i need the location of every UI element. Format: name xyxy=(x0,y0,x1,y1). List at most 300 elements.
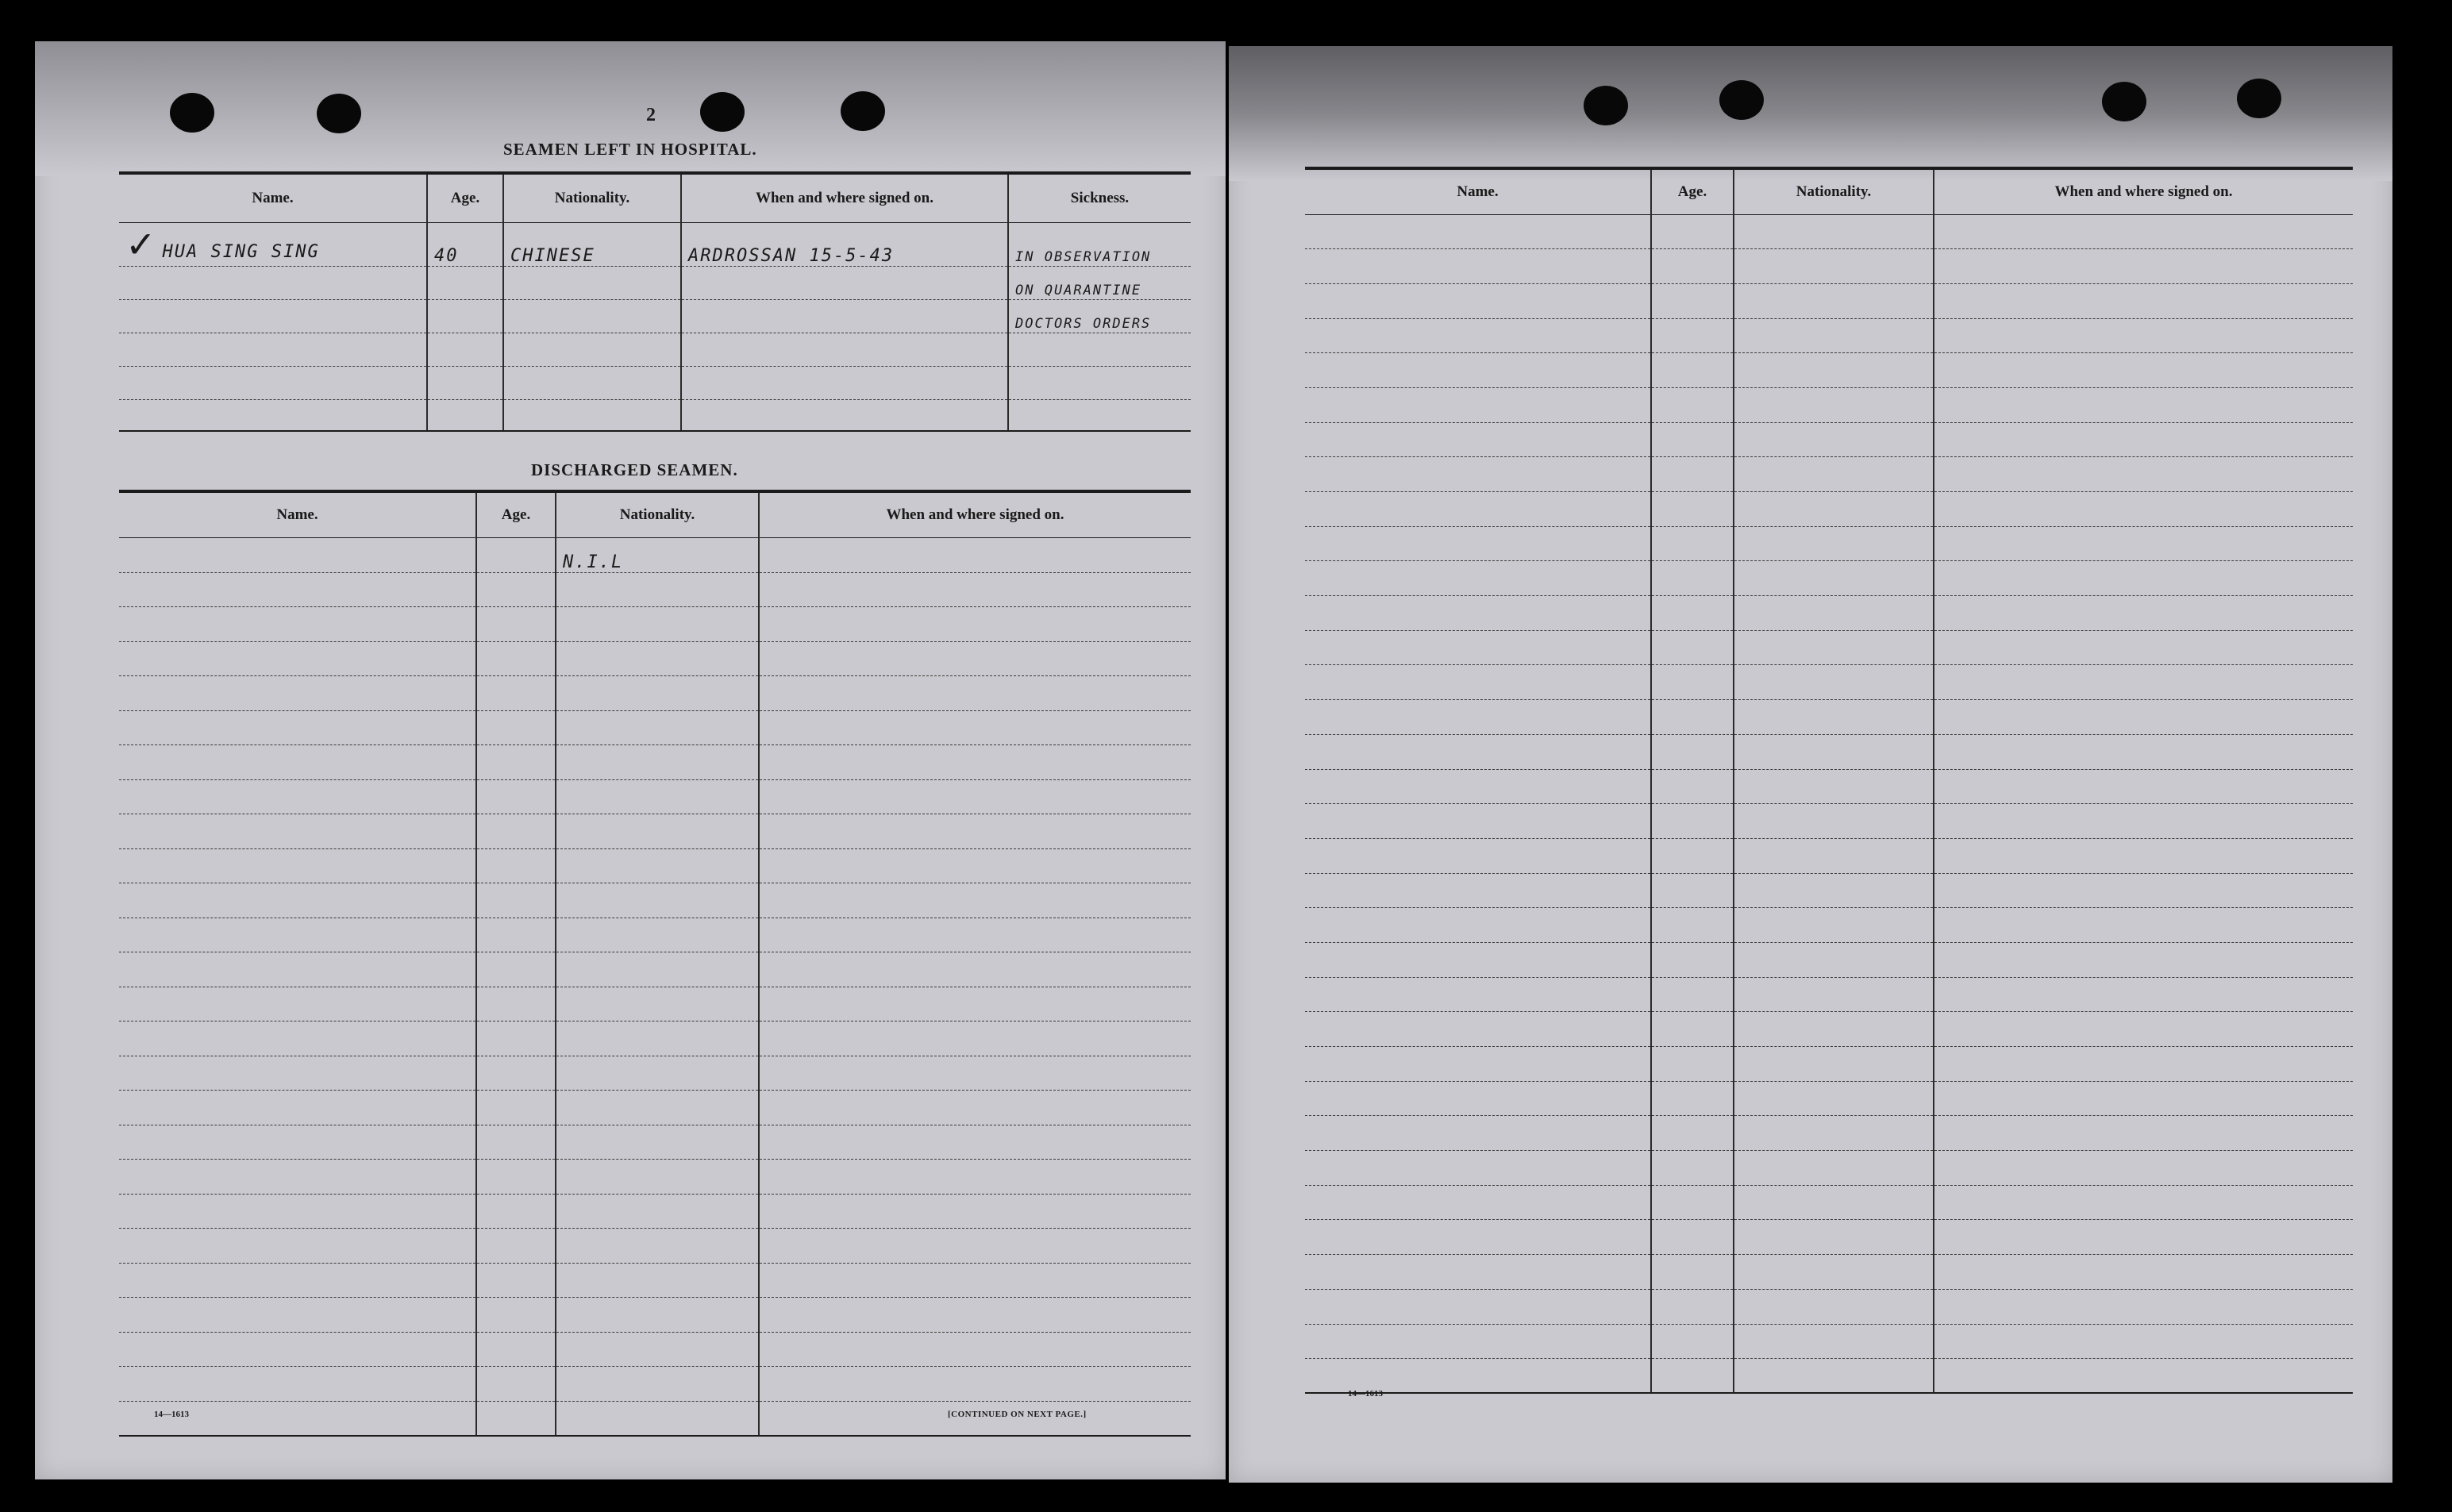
empty-cell xyxy=(1734,526,1934,561)
empty-cell xyxy=(119,1021,476,1056)
empty-cell xyxy=(556,676,759,711)
empty-cell xyxy=(476,1091,556,1125)
empty-cell xyxy=(1734,1116,1934,1151)
empty-cell xyxy=(119,987,476,1021)
empty-cell xyxy=(1305,526,1651,561)
empty-cell xyxy=(556,1021,759,1056)
empty-cell xyxy=(1651,387,1734,422)
empty-cell xyxy=(759,883,1191,918)
empty-cell xyxy=(1934,1116,2353,1151)
empty-cell xyxy=(1651,1151,1734,1186)
empty-cell xyxy=(1934,665,2353,700)
empty-cell xyxy=(1651,1324,1734,1359)
empty-cell xyxy=(759,641,1191,676)
empty-cell xyxy=(1651,318,1734,353)
empty-cell xyxy=(1305,942,1651,977)
punch-hole xyxy=(1584,86,1628,125)
top-smudge xyxy=(1229,46,2392,181)
empty-cell xyxy=(1934,1081,2353,1116)
discharged-table xyxy=(119,490,1191,1437)
table-row xyxy=(119,1332,1191,1367)
table-row xyxy=(1305,457,2353,492)
empty-cell xyxy=(556,572,759,607)
form-code: 14—1613 xyxy=(1348,1389,1383,1399)
empty-cell xyxy=(1734,561,1934,596)
empty-cell xyxy=(1734,1359,1934,1394)
table-row xyxy=(119,572,1191,607)
empty-cell xyxy=(1305,283,1651,318)
signed-on-cell: ARDROSSAN 15-5-43 xyxy=(681,222,1008,266)
seaman-name: HUA SING SING xyxy=(162,241,320,262)
table-row xyxy=(119,1125,1191,1160)
empty-cell xyxy=(1934,1289,2353,1324)
empty-cell xyxy=(1734,596,1934,631)
empty-cell xyxy=(1651,700,1734,735)
punch-hole xyxy=(1719,80,1764,120)
empty-cell xyxy=(1934,1359,2353,1394)
table-row xyxy=(119,1021,1191,1056)
empty-cell xyxy=(1305,318,1651,353)
empty-cell xyxy=(1651,561,1734,596)
discharged-section-title: DISCHARGED SEAMEN. xyxy=(531,460,738,479)
empty-cell xyxy=(1734,1081,1934,1116)
empty-cell xyxy=(1651,1047,1734,1082)
empty-cell xyxy=(1651,804,1734,839)
empty-cell xyxy=(556,918,759,952)
empty-cell xyxy=(1305,353,1651,388)
empty-cell xyxy=(1934,596,2353,631)
empty-cell xyxy=(1734,1255,1934,1290)
column-header-sickness: Sickness. xyxy=(1008,173,1191,222)
empty-cell xyxy=(1305,1185,1651,1220)
empty-cell xyxy=(1651,457,1734,492)
column-header-age: Age. xyxy=(427,173,503,222)
empty-cell xyxy=(476,1332,556,1367)
empty-cell xyxy=(476,676,556,711)
empty-cell xyxy=(119,1125,476,1160)
sickness-cell xyxy=(1008,299,1191,333)
empty-cell xyxy=(476,1021,556,1056)
empty-cell xyxy=(476,745,556,780)
discharged-table-body xyxy=(119,537,1191,1436)
empty-cell xyxy=(1651,1116,1734,1151)
table-row xyxy=(119,1160,1191,1195)
empty-cell xyxy=(759,1125,1191,1160)
empty-cell xyxy=(759,918,1191,952)
age-cell: 40 xyxy=(427,222,503,266)
empty-cell xyxy=(1934,1220,2353,1255)
hospital-section-title: SEAMEN LEFT IN HOSPITAL. xyxy=(503,140,757,159)
table-row xyxy=(1305,908,2353,943)
empty-cell xyxy=(556,779,759,814)
right-ledger-table xyxy=(1305,167,2353,1394)
empty-cell xyxy=(1305,1324,1651,1359)
empty-cell xyxy=(1651,492,1734,527)
table-row xyxy=(119,745,1191,780)
table-row xyxy=(1305,526,2353,561)
table-row xyxy=(119,1298,1191,1333)
right-page xyxy=(1229,46,2392,1483)
empty-cell xyxy=(1934,457,2353,492)
empty-cell xyxy=(1651,630,1734,665)
table-row xyxy=(1305,249,2353,284)
empty-cell xyxy=(1305,596,1651,631)
empty-cell xyxy=(1651,665,1734,700)
empty-cell xyxy=(759,1021,1191,1056)
nil-entry: N.I.L xyxy=(556,537,759,572)
table-row xyxy=(119,883,1191,918)
empty-cell xyxy=(476,814,556,849)
empty-cell xyxy=(1934,1255,2353,1290)
empty-cell xyxy=(119,1332,476,1367)
empty-cell xyxy=(1305,1359,1651,1394)
table-row xyxy=(119,710,1191,745)
empty-cell xyxy=(476,883,556,918)
empty-cell xyxy=(1734,422,1934,457)
empty-cell xyxy=(476,641,556,676)
empty-cell xyxy=(1934,1012,2353,1047)
table-row xyxy=(119,1056,1191,1091)
column-header-nationality: Nationality. xyxy=(1734,168,1934,214)
empty-cell xyxy=(759,1229,1191,1264)
empty-cell xyxy=(1734,838,1934,873)
empty-cell xyxy=(1651,769,1734,804)
empty-cell xyxy=(1934,1185,2353,1220)
table-row xyxy=(1305,838,2353,873)
empty-cell xyxy=(556,1401,759,1436)
punch-hole xyxy=(2102,82,2146,121)
empty-cell xyxy=(119,745,476,780)
empty-cell xyxy=(1734,1047,1934,1082)
empty-cell xyxy=(1734,283,1934,318)
empty-cell xyxy=(759,1298,1191,1333)
empty-cell xyxy=(1934,422,2353,457)
table-row xyxy=(1305,977,2353,1012)
empty-cell xyxy=(1651,1081,1734,1116)
empty-cell xyxy=(759,676,1191,711)
empty-cell xyxy=(1734,769,1934,804)
left-page xyxy=(35,41,1226,1479)
empty-cell xyxy=(1651,908,1734,943)
empty-cell xyxy=(119,1194,476,1229)
empty-cell xyxy=(476,710,556,745)
empty-cell xyxy=(1934,804,2353,839)
empty-cell xyxy=(1651,283,1734,318)
empty-cell xyxy=(1934,769,2353,804)
table-row xyxy=(119,1263,1191,1298)
table-row xyxy=(1305,630,2353,665)
empty-cell xyxy=(119,883,476,918)
empty-cell xyxy=(759,710,1191,745)
empty-cell xyxy=(1305,214,1651,249)
empty-cell xyxy=(556,607,759,642)
empty-cell xyxy=(119,1229,476,1264)
table-row xyxy=(119,366,1191,399)
sickness-line: DOCTORS ORDERS xyxy=(1015,315,1152,332)
empty-cell xyxy=(119,1160,476,1195)
table-row xyxy=(119,952,1191,987)
empty-cell xyxy=(476,1298,556,1333)
empty-cell xyxy=(1305,561,1651,596)
table-row xyxy=(1305,1116,2353,1151)
table-row xyxy=(1305,283,2353,318)
table-row xyxy=(1305,665,2353,700)
empty-cell xyxy=(759,1332,1191,1367)
table-row xyxy=(1305,1151,2353,1186)
empty-cell xyxy=(1934,942,2353,977)
table-row xyxy=(1305,700,2353,735)
column-header-nationality: Nationality. xyxy=(503,173,681,222)
empty-cell xyxy=(1934,492,2353,527)
empty-cell xyxy=(476,779,556,814)
empty-cell xyxy=(759,1091,1191,1125)
empty-cell xyxy=(1734,700,1934,735)
empty-cell xyxy=(476,952,556,987)
table-row xyxy=(1305,422,2353,457)
table-row xyxy=(119,399,1191,431)
empty-cell xyxy=(556,814,759,849)
empty-cell xyxy=(759,607,1191,642)
empty-cell xyxy=(476,1263,556,1298)
nationality-cell: CHINESE xyxy=(503,222,681,266)
empty-cell xyxy=(476,607,556,642)
table-row xyxy=(1305,942,2353,977)
empty-cell xyxy=(1734,492,1934,527)
table-row xyxy=(1305,1220,2353,1255)
empty-cell xyxy=(1305,665,1651,700)
empty-cell xyxy=(759,1263,1191,1298)
table-row xyxy=(1305,1047,2353,1082)
right-table-body xyxy=(1305,214,2353,1393)
empty-cell xyxy=(1651,1289,1734,1324)
page-number: 2 xyxy=(646,105,656,125)
punch-hole xyxy=(2237,79,2281,118)
empty-cell xyxy=(556,1091,759,1125)
empty-cell xyxy=(1734,1185,1934,1220)
table-row xyxy=(1305,1255,2353,1290)
empty-cell xyxy=(1734,665,1934,700)
table-row xyxy=(1305,596,2353,631)
table-row xyxy=(119,918,1191,952)
empty-cell xyxy=(1934,873,2353,908)
table-row xyxy=(119,537,1191,572)
sickness-cell xyxy=(1008,266,1191,299)
column-header-name: Name. xyxy=(119,173,427,222)
empty-cell xyxy=(1305,1255,1651,1290)
empty-cell xyxy=(1651,596,1734,631)
empty-cell xyxy=(1305,908,1651,943)
empty-cell xyxy=(1734,1220,1934,1255)
table-row xyxy=(119,299,1191,333)
empty-cell xyxy=(759,1367,1191,1402)
empty-cell xyxy=(1934,249,2353,284)
empty-cell xyxy=(556,952,759,987)
empty-cell xyxy=(1734,457,1934,492)
punch-hole xyxy=(841,91,885,131)
empty-cell xyxy=(1934,318,2353,353)
empty-cell xyxy=(556,1194,759,1229)
empty-cell xyxy=(476,1160,556,1195)
table-row xyxy=(1305,734,2353,769)
empty-cell xyxy=(556,1056,759,1091)
empty-cell xyxy=(1734,1012,1934,1047)
empty-cell xyxy=(1934,387,2353,422)
table-row xyxy=(119,987,1191,1021)
empty-cell xyxy=(119,814,476,849)
table-row xyxy=(119,1091,1191,1125)
empty-cell xyxy=(556,1332,759,1367)
column-header-signed-on: When and where signed on. xyxy=(759,491,1191,537)
empty-cell xyxy=(556,1298,759,1333)
column-header-signed-on: When and where signed on. xyxy=(681,173,1008,222)
empty-cell xyxy=(759,572,1191,607)
empty-cell xyxy=(556,1160,759,1195)
empty-cell xyxy=(119,1056,476,1091)
empty-cell xyxy=(476,1401,556,1436)
table-row xyxy=(119,1229,1191,1264)
empty-cell xyxy=(1934,734,2353,769)
empty-cell xyxy=(1305,249,1651,284)
empty-cell xyxy=(476,1229,556,1264)
empty-cell xyxy=(1734,804,1934,839)
empty-cell xyxy=(476,987,556,1021)
table-row xyxy=(1305,1324,2353,1359)
table-row xyxy=(1305,353,2353,388)
empty-cell xyxy=(556,1229,759,1264)
punch-hole xyxy=(700,92,745,132)
empty-cell xyxy=(556,641,759,676)
empty-cell xyxy=(759,987,1191,1021)
empty-cell xyxy=(1651,1185,1734,1220)
empty-cell xyxy=(1651,942,1734,977)
empty-cell xyxy=(476,1367,556,1402)
empty-cell xyxy=(1305,1220,1651,1255)
empty-cell xyxy=(1934,838,2353,873)
empty-cell xyxy=(1934,630,2353,665)
empty-cell xyxy=(1305,769,1651,804)
empty-cell xyxy=(1305,492,1651,527)
empty-cell xyxy=(1734,908,1934,943)
empty-cell xyxy=(1934,1047,2353,1082)
empty-cell xyxy=(1305,1081,1651,1116)
empty-cell xyxy=(1305,630,1651,665)
empty-cell xyxy=(556,987,759,1021)
table-row xyxy=(1305,873,2353,908)
empty-cell xyxy=(1934,526,2353,561)
empty-cell xyxy=(1305,700,1651,735)
empty-cell xyxy=(1651,353,1734,388)
empty-cell xyxy=(556,1367,759,1402)
empty-cell xyxy=(556,883,759,918)
empty-cell xyxy=(476,918,556,952)
table-row xyxy=(1305,1289,2353,1324)
column-header-age: Age. xyxy=(1651,168,1734,214)
table-row xyxy=(1305,561,2353,596)
empty-cell xyxy=(556,1263,759,1298)
empty-cell xyxy=(1734,1151,1934,1186)
empty-cell xyxy=(119,779,476,814)
table-row xyxy=(1305,1012,2353,1047)
empty-cell xyxy=(759,952,1191,987)
empty-cell xyxy=(1305,838,1651,873)
empty-cell xyxy=(1305,1289,1651,1324)
empty-cell xyxy=(1305,1116,1651,1151)
empty-cell xyxy=(759,1160,1191,1195)
empty-cell xyxy=(1934,1151,2353,1186)
empty-cell xyxy=(1934,700,2353,735)
column-header-name: Name. xyxy=(119,491,476,537)
empty-cell xyxy=(476,572,556,607)
empty-cell xyxy=(1305,1012,1651,1047)
empty-cell xyxy=(1934,214,2353,249)
empty-cell xyxy=(119,607,476,642)
empty-cell xyxy=(119,1298,476,1333)
table-row xyxy=(119,779,1191,814)
empty-cell xyxy=(1734,353,1934,388)
column-header-age: Age. xyxy=(476,491,556,537)
empty-cell xyxy=(759,1056,1191,1091)
empty-cell xyxy=(1734,249,1934,284)
form-code: 14—1613 xyxy=(154,1410,189,1419)
empty-cell xyxy=(1651,1255,1734,1290)
empty-cell xyxy=(1305,1151,1651,1186)
empty-cell xyxy=(1734,318,1934,353)
empty-cell xyxy=(1734,387,1934,422)
check-mark-icon: ✓ xyxy=(125,222,156,266)
empty-cell xyxy=(1305,387,1651,422)
table-row xyxy=(1305,492,2353,527)
punch-hole xyxy=(170,93,214,133)
empty-cell xyxy=(476,1125,556,1160)
empty-cell xyxy=(1305,873,1651,908)
empty-cell xyxy=(1651,422,1734,457)
empty-cell xyxy=(1651,1220,1734,1255)
empty-cell xyxy=(476,848,556,883)
table-row xyxy=(119,222,1191,266)
empty-cell xyxy=(1305,734,1651,769)
empty-cell xyxy=(1305,977,1651,1012)
empty-cell xyxy=(1734,734,1934,769)
table-row xyxy=(1305,804,2353,839)
empty-cell xyxy=(119,1263,476,1298)
column-header-signed-on: When and where signed on. xyxy=(1934,168,2353,214)
table-row xyxy=(119,607,1191,642)
empty-cell xyxy=(556,848,759,883)
empty-cell xyxy=(119,1091,476,1125)
empty-cell xyxy=(759,1194,1191,1229)
empty-cell xyxy=(1934,283,2353,318)
empty-cell xyxy=(1734,1289,1934,1324)
hospital-table xyxy=(119,171,1191,432)
empty-cell xyxy=(1305,1047,1651,1082)
column-header-name: Name. xyxy=(1305,168,1651,214)
table-row xyxy=(119,1367,1191,1402)
empty-cell xyxy=(1934,908,2353,943)
empty-cell xyxy=(1734,977,1934,1012)
empty-cell xyxy=(1734,1324,1934,1359)
table-row xyxy=(1305,318,2353,353)
empty-cell xyxy=(119,918,476,952)
empty-cell xyxy=(1734,873,1934,908)
sickness-cell xyxy=(1008,222,1191,266)
empty-cell xyxy=(759,848,1191,883)
empty-cell xyxy=(1934,353,2353,388)
sickness-line: IN OBSERVATION xyxy=(1015,248,1152,265)
empty-cell xyxy=(1651,249,1734,284)
table-row xyxy=(119,333,1191,366)
empty-cell xyxy=(759,814,1191,849)
empty-cell xyxy=(119,641,476,676)
